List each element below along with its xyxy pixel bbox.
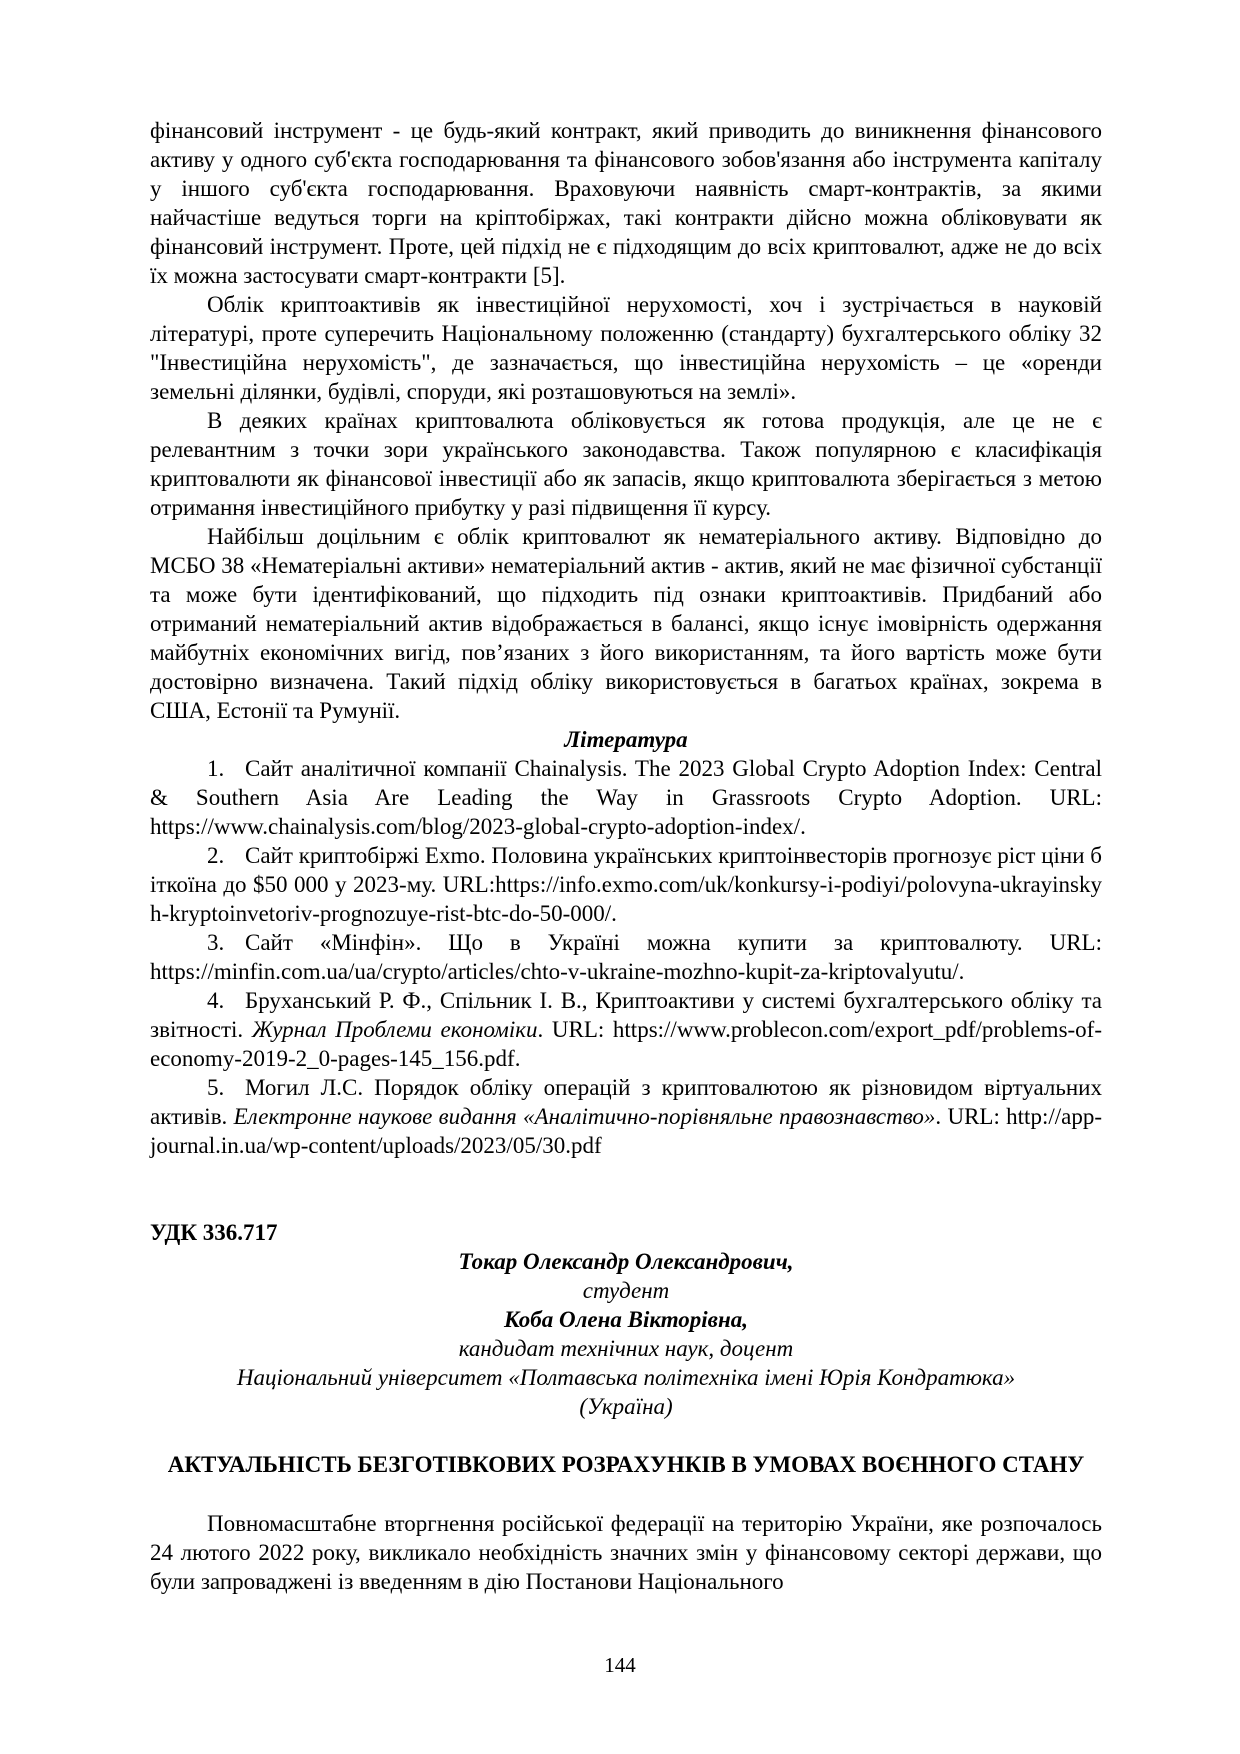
references-title: Література: [564, 727, 688, 752]
reference-number: 4.: [207, 988, 225, 1013]
reference-text-after: . URL: http://app-journal.in.ua/wp-content/uploads/2023/05/30.pdf: [150, 1104, 1102, 1158]
document-page: [150, 116, 1102, 1596]
reference-text: Сайт аналітичної компанії Chainalysis. The 2023 Global Crypto Adoption Index: Central & Southern Asia Are Leading the Way in Grassroots Crypto Adoption. URL: https://www.chainalysis.com/blog/2023-global-crypto-adoption-index/.: [150, 756, 1102, 839]
references-list: [150, 754, 1102, 1160]
article-title: АКТУАЛЬНІСТЬ БЕЗГОТІВКОВИХ РОЗРАХУНКІВ В УМОВАХ ВОЄННОГО СТАНУ: [167, 1452, 1085, 1477]
country: (Україна): [579, 1394, 673, 1419]
reference-item: [150, 754, 1102, 841]
reference-item: [150, 1073, 1102, 1160]
paragraph-financial-instrument: фінансовий інструмент - це будь-який контракт, який приводить до виникнення фінансового активу у одного суб'єкта господарювання та фінансового зобов'язання або інструмента капіталу у іншого суб'єкта господарювання. Враховуючи наявність смарт-контрактів, за якими найчастіше ведуться торги на кріптобіржах, такі контракти дійсно можна обліковувати як фінансовий інструмент. Проте, цей підхід не є підходящим до всіх криптовалют, адже не до всіх їх можна застосувати смарт-контракти [5].: [150, 118, 1102, 288]
reference-number: 2.: [207, 843, 225, 868]
page-number: 144: [604, 1653, 636, 1677]
author-role: кандидат технічних наук, доцент: [458, 1336, 794, 1361]
reference-text: Сайт «Мінфін». Що в Україні можна купити за криптовалюту. URL: https://minfin.com.ua/ua/crypto/articles/chto-v-ukraine-mozhno-kupit-za-kriptovalyutu/.: [150, 930, 1102, 984]
affiliation: Національний університет «Полтавська політехніка імені Юрія Кондратюка»: [236, 1365, 1016, 1390]
reference-journal-title: Електронне наукове видання «Аналітично-порівняльне правознавство»: [233, 1104, 936, 1129]
reference-text: Сайт криптобіржі Exmo. Половина українських криптоінвесторів прогнозує ріст ціни біткоїна до $50 000 у 2023-му. URL:https://info.exmo.com/uk/konkursy-i-podiyi/polovyna-ukrayinskyh-kryptoinvetoriv-prognozuye-rist-btc-do-50-000/.: [150, 843, 1102, 926]
reference-journal-title: Журнал Проблеми економіки: [251, 1017, 538, 1042]
reference-number: 3.: [207, 930, 225, 955]
paragraph-intangible-asset: Найбільш доцільним є облік криптовалют як нематеріального активу. Відповідно до МСБО 38 «Нематеріальні активи» нематеріальний актив - актив, який не має фізичної субстанції та може бути ідентифікований, що підходить під ознаки криптоактивів. Придбаний або отриманий нематеріальний актив відображається в балансі, якщо існує імовірність одержання майбутніх економічних вигід, пов’язаних з його використанням, та його вартість може бути достовірно визначена. Такий підхід обліку використовується в багатьох країнах, зокрема в США, Естонії та Румунії.: [150, 524, 1102, 723]
reference-item: [150, 928, 1102, 986]
reference-number: 5.: [207, 1075, 225, 1100]
reference-text-before: Могил Л.С. Порядок обліку операцій з криптовалютою як різновидом віртуальних активів.: [150, 1075, 1102, 1129]
author-name: Коба Олена Вікторівна,: [504, 1307, 748, 1332]
authors-block: [150, 1247, 1102, 1421]
author-name: Токар Олександр Олександрович,: [458, 1249, 794, 1274]
paragraph-investment-property: Облік криптоактивів як інвестиційної нерухомості, хоч і зустрічається в науковій літературі, проте суперечить Національному положенню (стандарту) бухгалтерського обліку 32 "Інвестиційна нерухомість", де зазначається, що інвестиційна нерухомість – це «оренди земельні ділянки, будівлі, споруди, які розташовуються на землі».: [150, 292, 1102, 404]
reference-item: [150, 841, 1102, 928]
article-first-paragraph: Повномасштабне вторгнення російської федерації на територію України, яке розпочалось 24 лютого 2022 року, викликало необхідність значних змін у фінансовому секторі держави, що були запроваджені із введенням в дію Постанови Національного: [150, 1511, 1102, 1594]
paragraph-finished-goods: В деяких країнах криптовалюта обліковується як готова продукція, але це не є релевантним з точки зори українського законодавства. Також популярною є класифікація криптовалюти як фінансової інвестиції або як запасів, якщо криптовалюта зберігається з метою отримання інвестиційного прибутку у разі підвищення її курсу.: [150, 408, 1102, 520]
author-role: студент: [582, 1278, 670, 1303]
udk-code: УДК 336.717: [150, 1220, 278, 1245]
reference-number: 1.: [207, 756, 225, 781]
reference-item: [150, 986, 1102, 1073]
reference-text-after: . URL: https://www.problecon.com/export_pdf/problems-of-economy-2019-2_0-pages-145_156.pdf.: [150, 1017, 1102, 1071]
reference-text-before: Бруханський Р. Ф., Спільник І. В., Криптоактиви у системі бухгалтерського обліку та звітності.: [150, 988, 1102, 1042]
